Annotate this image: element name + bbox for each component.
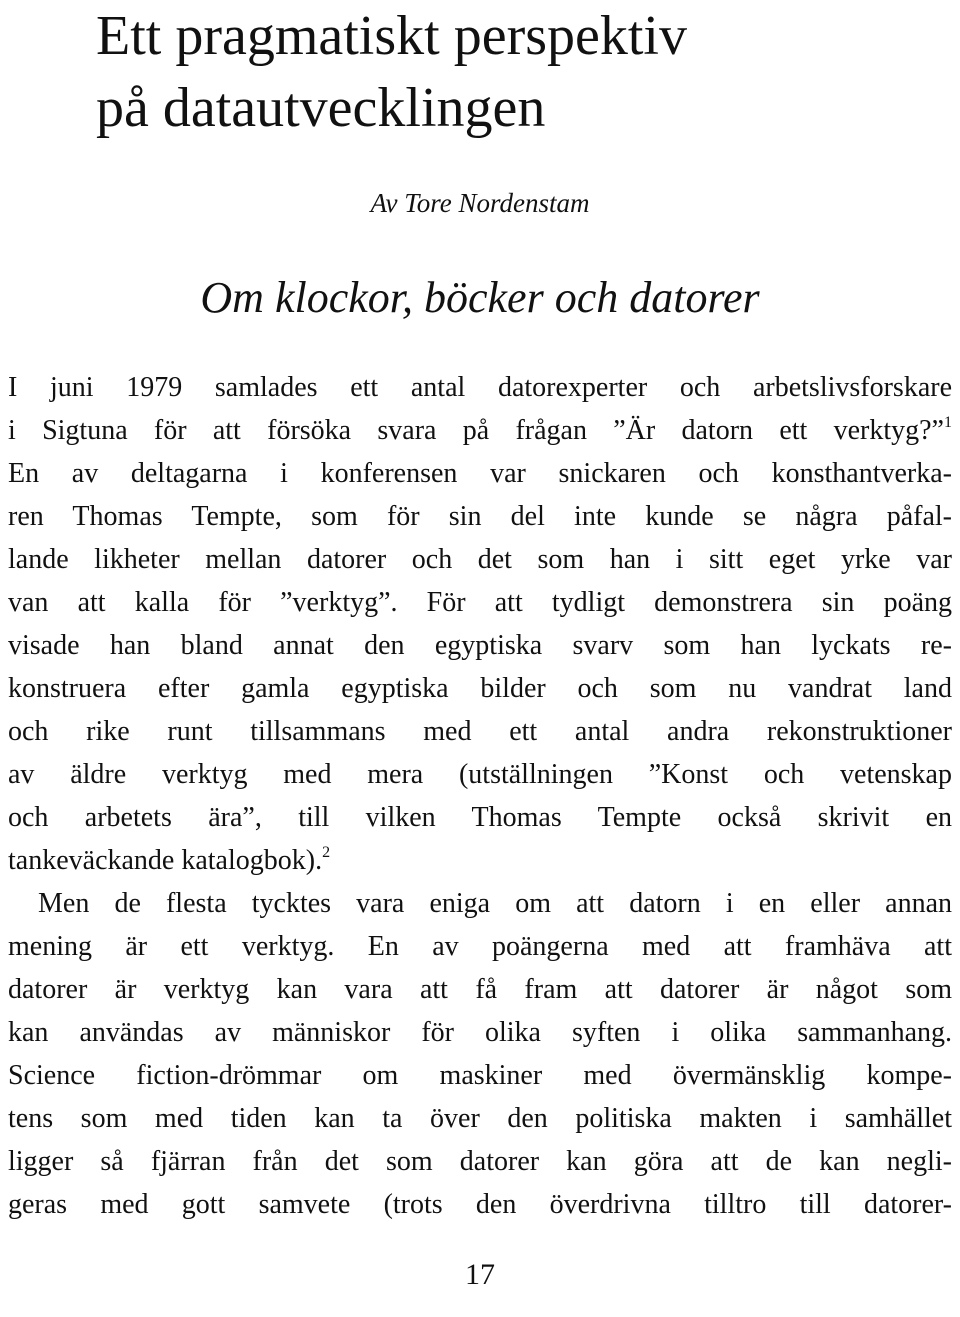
text-line: av äldre verktyg med mera (utställningen ”Konst och vetenskap bbox=[8, 759, 952, 790]
text-line: I juni 1979 samlades ett antal datorexperter och arbetslivsforskare bbox=[8, 372, 952, 403]
text-line: ligger så fjärran från det som datorer kan göra att de kan negli- bbox=[8, 1146, 952, 1177]
body-text bbox=[8, 366, 952, 1226]
text-line: mening är ett verktyg. En av poängerna med att framhäva att bbox=[8, 931, 952, 962]
text-line: datorer är verktyg kan vara att få fram att datorer är något som bbox=[8, 974, 952, 1005]
text-line: Science fiction-drömmar om maskiner med övermänsklig kompe- bbox=[8, 1060, 952, 1091]
text-line: tens som med tiden kan ta över den politiska makten i samhället bbox=[8, 1103, 952, 1134]
text-line: konstruera efter gamla egyptiska bilder och som nu vandrat land bbox=[8, 673, 952, 704]
text-line: och rike runt tillsammans med ett antal andra rekonstruktioner bbox=[8, 716, 952, 747]
text-line: En av deltagarna i konferensen var snickaren och konsthantverka- bbox=[8, 458, 952, 489]
text-line: van att kalla för ”verktyg”. För att tydligt demonstrera sin poäng bbox=[8, 587, 952, 618]
text-line: i Sigtuna för att försöka svara på frågan ”Är datorn ett verktyg?”$^1$ bbox=[8, 414, 952, 446]
text-line: kan användas av människor för olika syften i olika sammanhang. bbox=[8, 1017, 952, 1048]
text-line: ren Thomas Tempte, som för sin del inte kunde se några påfal- bbox=[8, 501, 952, 532]
text-line: Men de flesta tycktes vara eniga om att datorn i en eller annan bbox=[38, 888, 952, 919]
title-line: på datautvecklingen bbox=[96, 77, 546, 139]
text-line: och arbetets ära”, till vilken Thomas Tempte också skrivit en bbox=[8, 802, 952, 833]
section-heading: Om klockor, böcker och datorer bbox=[200, 273, 760, 322]
text-line: lande likheter mellan datorer och det som han i sitt eget yrke var bbox=[8, 544, 952, 575]
author-byline: Av Tore Nordenstam bbox=[370, 188, 590, 218]
footnote-marker: 1 bbox=[944, 414, 952, 431]
title-line: Ett pragmatiskt perspektiv bbox=[96, 5, 687, 67]
page-number: 17 bbox=[465, 1258, 495, 1291]
text-line: geras med gott samvete (trots den överdrivna tilltro till datorer- bbox=[8, 1189, 952, 1220]
text-line: tankeväckande katalogbok).$^2$ bbox=[8, 844, 331, 876]
text-line: visade han bland annat den egyptiska svarv som han lyckats re- bbox=[8, 630, 952, 661]
article-title bbox=[96, 0, 936, 144]
footnote-marker: 2 bbox=[322, 844, 331, 861]
